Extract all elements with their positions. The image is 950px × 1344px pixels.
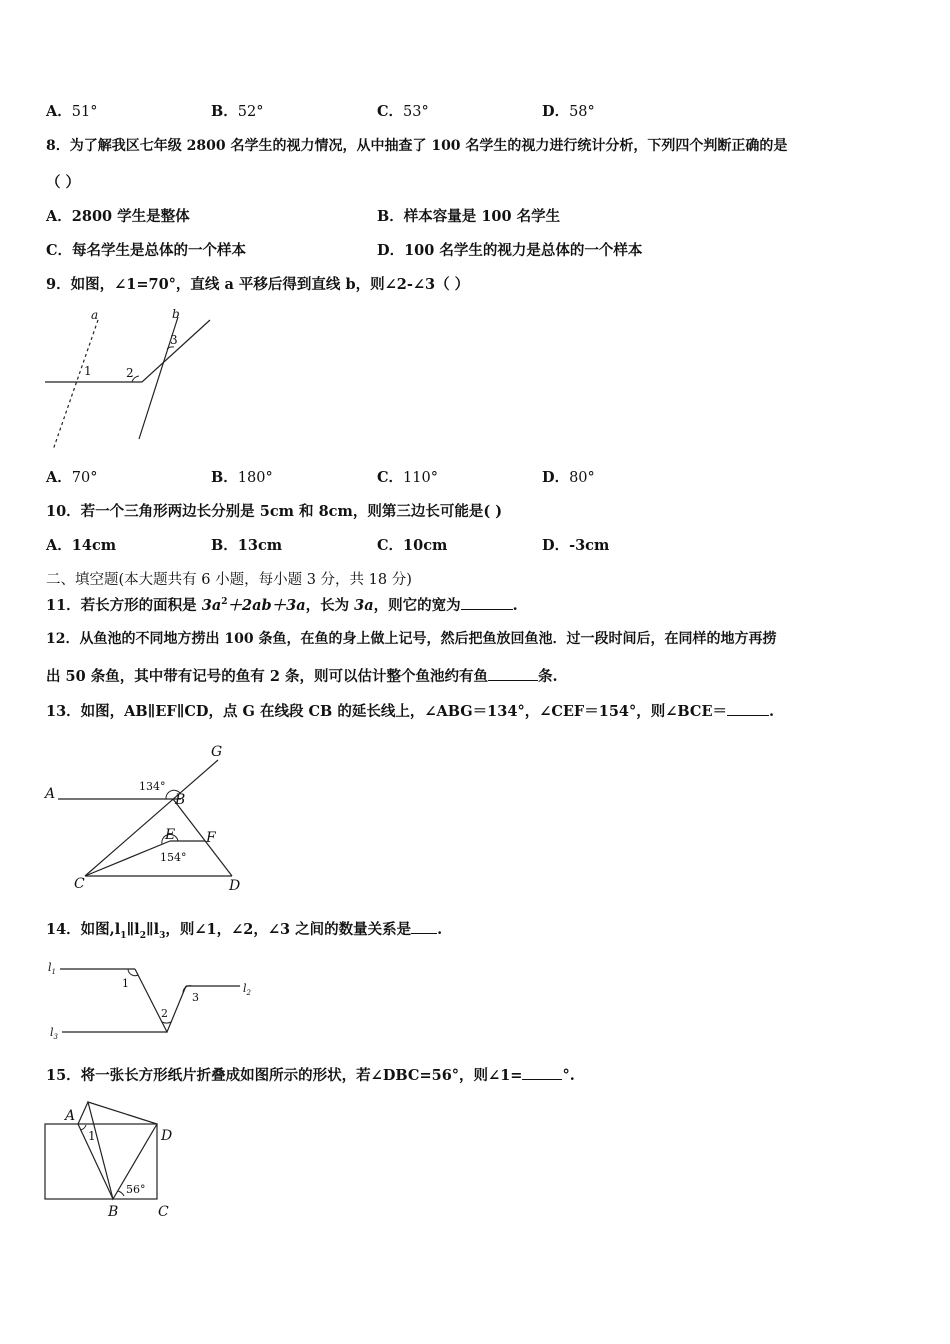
option-text: -3cm	[569, 537, 610, 554]
option-key: D．	[542, 469, 570, 486]
q11-end: .	[512, 597, 518, 614]
q9-option-c	[377, 468, 438, 488]
section2-heading: 二、填空题(本大题共有 6 小题，每小题 3 分，共 18 分)	[46, 572, 412, 588]
q12-answer-blank[interactable]	[488, 666, 538, 681]
q13-line-ce	[85, 841, 170, 876]
q14-zigzag	[135, 969, 186, 1032]
q13-label-g: G	[211, 744, 223, 760]
q9-label-1: 1	[84, 364, 92, 378]
q8-stem-line2: （ ）	[46, 174, 81, 191]
q14-stem	[46, 919, 442, 940]
q11-expr-b: ＋2ab＋3a	[227, 597, 306, 614]
q9-label-b: b	[172, 307, 180, 321]
option-text: 样本容量是 100 名学生	[403, 208, 561, 225]
option-key: D．	[377, 242, 405, 259]
q15-folded-triangle	[88, 1102, 157, 1199]
q14-suffix: ，则∠1，∠2，∠3 之间的数量关系是	[165, 921, 412, 938]
q12-line2-prefix: 出 50 条鱼，其中带有记号的鱼有 2 条，则可以估计整个鱼池约有鱼	[46, 668, 488, 685]
q11-prefix: 11．若长方形的面积是	[46, 597, 202, 614]
q13-angle1-label: 134°	[139, 780, 166, 793]
q7-option-b	[211, 102, 263, 122]
q14-sub1: 1	[120, 930, 127, 941]
option-key: A．	[46, 469, 72, 486]
q14-label-l1: $l_1$	[48, 961, 56, 976]
q11-stem	[46, 595, 518, 616]
q14-end: .	[437, 921, 443, 938]
option-key: C．	[377, 469, 404, 486]
option-text: 13cm	[237, 537, 283, 554]
q7-option-c	[377, 102, 429, 122]
option-key: A．	[46, 103, 72, 120]
option-key: A．	[46, 208, 72, 225]
q9-label-a: a	[91, 308, 99, 322]
option-text: 52°	[237, 104, 264, 120]
q13-label-a: A	[45, 786, 56, 802]
q11-answer-blank[interactable]	[461, 595, 513, 610]
q11-expr-a: 3a	[201, 597, 222, 614]
q15-end: °.	[562, 1067, 575, 1084]
q12-line2-suffix: 条.	[537, 668, 558, 685]
option-text: 2800 学生是整体	[71, 208, 190, 225]
q14-angle3-arc	[183, 986, 192, 993]
option-text: 70°	[71, 470, 98, 486]
option-key: B．	[377, 208, 404, 225]
q14-angle2-arc	[162, 1022, 171, 1023]
q15-label-1: 1	[88, 1129, 96, 1143]
option-text: 53°	[403, 104, 429, 120]
q10-option-a	[46, 536, 116, 556]
q11-middle: ，长为	[305, 597, 355, 614]
option-key: B．	[211, 469, 238, 486]
q14-sub3: 3	[159, 930, 166, 941]
option-key: D．	[542, 537, 570, 554]
q11-expr-exp: 2	[221, 597, 228, 608]
option-text: 每名学生是总体的一个样本	[72, 242, 247, 259]
option-key: B．	[211, 103, 238, 120]
q13-prefix: 13．如图，AB∥EF∥CD，点 G 在线段 CB 的延长线上，∠ABG＝134°，∠CEF＝154°，则∠BCE＝	[46, 703, 728, 720]
q14-label-2: 2	[161, 1007, 168, 1020]
q11-suffix: ，则它的宽为	[373, 597, 461, 614]
q14-answer-blank[interactable]	[411, 919, 437, 934]
q10-option-b	[211, 536, 282, 556]
q15-label-b: B	[108, 1204, 119, 1220]
option-text: 58°	[569, 104, 595, 120]
q9-stem: 9．如图，∠1=70°，直线 a 平移后得到直线 b，则∠2-∠3（ ）	[46, 276, 470, 293]
q15-answer-blank[interactable]	[522, 1065, 562, 1080]
q8-option-b	[377, 207, 560, 227]
option-text: 80°	[569, 470, 595, 486]
q9-figure	[40, 305, 220, 455]
q14-label-l2: $l_2$	[243, 982, 251, 997]
q14-mid1: ∥l	[126, 921, 140, 938]
q15-angle-label: 56°	[126, 1183, 146, 1196]
q13-angle2-label: 154°	[160, 851, 187, 864]
q10-option-d	[542, 536, 609, 556]
q9-option-a	[46, 468, 97, 488]
option-text: 10cm	[403, 537, 448, 554]
q14-label-l3: $l_3$	[50, 1026, 58, 1041]
option-key: D．	[542, 103, 570, 120]
option-key: C．	[377, 537, 404, 554]
q8-option-d	[377, 241, 642, 261]
q8-option-a	[46, 207, 190, 227]
q13-stem	[46, 701, 774, 722]
q15-label-d: D	[161, 1128, 173, 1144]
q13-label-d: D	[229, 878, 241, 894]
q10-stem: 10．若一个三角形两边长分别是 5cm 和 8cm，则第三边长可能是( )	[46, 503, 503, 520]
q15-fold-line	[78, 1102, 88, 1124]
q12-line1: 12．从鱼池的不同地方捞出 100 条鱼，在鱼的身上做上记号，然后把鱼放回鱼池．过一段时间后，在同样的地方再捞	[46, 631, 777, 647]
option-text: 180°	[237, 470, 273, 486]
q13-answer-blank[interactable]	[727, 701, 769, 716]
q10-option-c	[377, 536, 447, 556]
option-key: A．	[46, 537, 72, 554]
q7-option-d	[542, 102, 595, 122]
q15-label-a: A	[65, 1108, 76, 1124]
q9-label-2: 2	[126, 366, 134, 380]
q15-prefix: 15．将一张长方形纸片折叠成如图所示的形状，若∠DBC=56°，则∠1=	[46, 1067, 523, 1084]
q8-option-c	[46, 241, 246, 261]
q14-mid2: ∥l	[145, 921, 160, 938]
q9-line-a	[53, 320, 98, 450]
q13-figure	[40, 738, 260, 898]
q13-label-f: F	[206, 830, 216, 846]
option-key: B．	[211, 537, 238, 554]
option-key: C．	[377, 103, 404, 120]
q15-angle56-arc	[118, 1191, 124, 1196]
q15-stem	[46, 1065, 575, 1086]
q7-option-a	[46, 102, 97, 122]
q15-figure	[40, 1092, 185, 1222]
q14-figure	[40, 955, 265, 1045]
option-text: 100 名学生的视力是总体的一个样本	[404, 242, 643, 259]
q13-line-cg	[85, 760, 218, 876]
q13-end: .	[769, 703, 775, 720]
q14-sub2: 2	[139, 930, 146, 941]
q9-option-d	[542, 468, 595, 488]
option-key: C．	[46, 242, 73, 259]
q14-label-3: 3	[192, 991, 199, 1004]
q9-transversal	[142, 320, 210, 382]
option-text: 51°	[71, 104, 98, 120]
option-text: 14cm	[71, 537, 117, 554]
q14-label-1: 1	[122, 977, 129, 990]
q8-stem-line1: 8．为了解我区七年级 2800 名学生的视力情况，从中抽查了 100 名学生的视力进行统计分析，下列四个判断正确的是	[46, 138, 788, 154]
q9-label-3: 3	[170, 333, 178, 347]
q13-line-bd	[173, 799, 232, 876]
q9-option-b	[211, 468, 273, 488]
option-text: 110°	[403, 470, 438, 486]
q13-label-e: E	[165, 827, 176, 843]
q14-prefix: 14．如图,l	[46, 921, 121, 938]
q12-line2	[46, 666, 558, 687]
q13-label-b: B	[175, 792, 186, 808]
q13-label-c: C	[74, 876, 85, 892]
q11-len: 3a	[354, 597, 374, 614]
q15-label-c: C	[158, 1204, 169, 1220]
